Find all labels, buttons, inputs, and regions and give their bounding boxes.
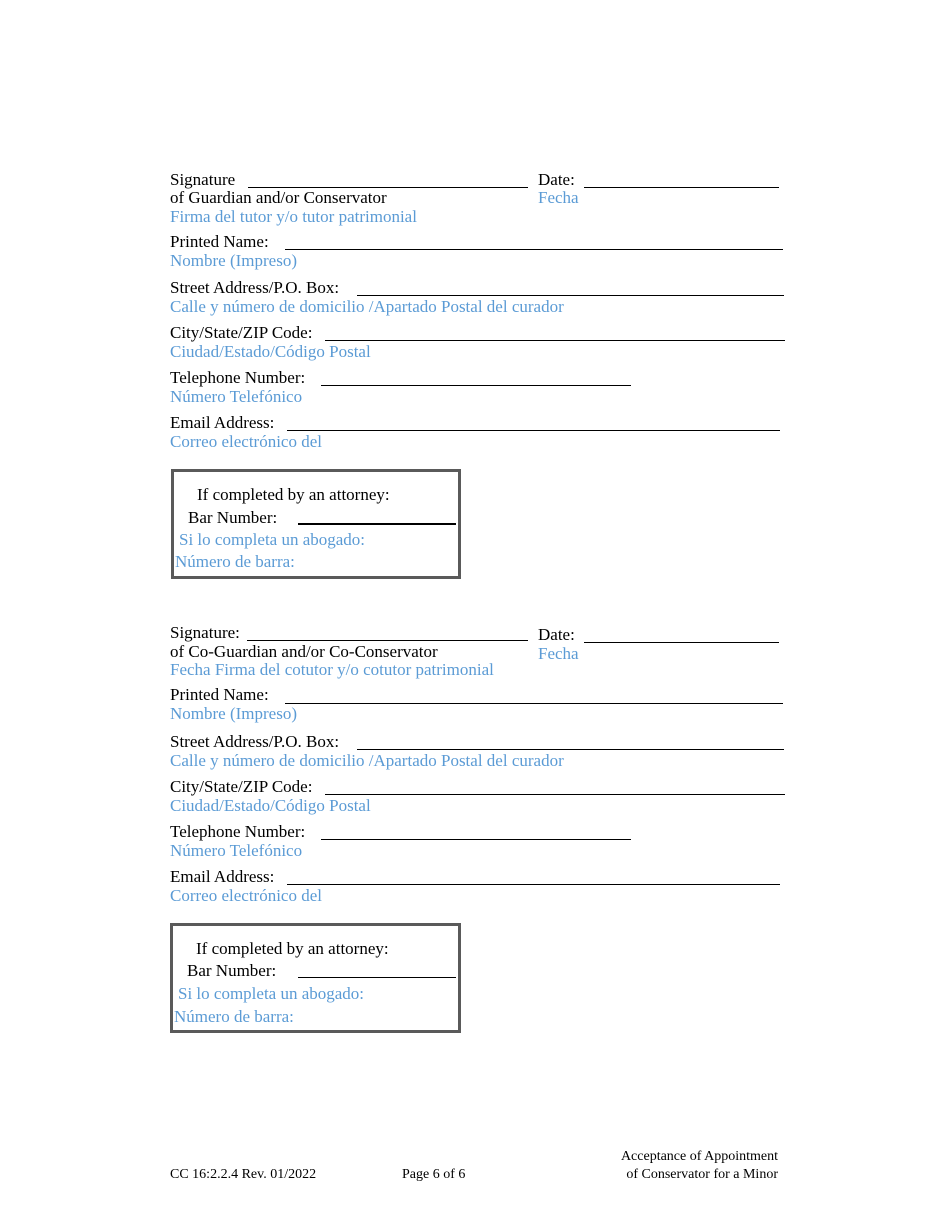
co-telephone-line[interactable] [321, 839, 631, 840]
street-address-line[interactable] [357, 295, 784, 296]
telephone-label: Telephone Number: [170, 368, 306, 387]
co-signature-label-es: Fecha Firma del cotutor y/o cotutor patrimonial [170, 660, 494, 679]
signature-label: Signature [170, 170, 236, 189]
city-state-zip-label: City/State/ZIP Code: [170, 323, 313, 342]
date-line[interactable] [584, 187, 779, 188]
co-printed-name-line[interactable] [285, 703, 783, 704]
date-label-es: Fecha [538, 188, 579, 207]
co-bar-number-label-es: Número de barra: [174, 1007, 294, 1026]
signature-label-es: Firma del tutor y/o tutor patrimonial [170, 207, 417, 226]
co-attorney-heading-es: Si lo completa un abogado: [178, 984, 365, 1003]
bar-number-label-es: Número de barra: [175, 552, 295, 571]
co-bar-number-line[interactable] [298, 977, 456, 978]
co-street-address-label-es: Calle y número de domicilio /Apartado Postal del curador [170, 751, 564, 770]
co-date-label-es: Fecha [538, 644, 579, 663]
date-label: Date: [538, 170, 575, 189]
street-address-label-es: Calle y número de domicilio /Apartado Postal del curador [170, 297, 564, 316]
co-signature-label: Signature: [170, 623, 240, 642]
signature-sub-label: of Guardian and/or Conservator [170, 188, 387, 207]
city-state-zip-line[interactable] [325, 340, 785, 341]
co-email-label: Email Address: [170, 867, 275, 886]
telephone-label-es: Número Telefónico [170, 387, 303, 406]
co-street-address-label: Street Address/P.O. Box: [170, 732, 340, 751]
form-number: CC 16:2.2.4 Rev. 01/2022 [170, 1167, 317, 1182]
co-printed-name-label: Printed Name: [170, 685, 269, 704]
co-printed-name-label-es: Nombre (Impreso) [170, 704, 297, 723]
city-state-zip-label-es: Ciudad/Estado/Código Postal [170, 342, 371, 361]
co-attorney-heading: If completed by an attorney: [196, 939, 389, 958]
form-title-line1: Acceptance of Appointment [620, 1149, 778, 1164]
co-email-line[interactable] [287, 884, 780, 885]
co-date-line[interactable] [584, 642, 779, 643]
bar-number-line[interactable] [298, 523, 456, 525]
co-city-state-zip-line[interactable] [325, 794, 785, 795]
co-telephone-label-es: Número Telefónico [170, 841, 303, 860]
co-email-label-es: Correo electrónico del [170, 886, 322, 905]
co-signature-line[interactable] [247, 640, 528, 641]
printed-name-label-es: Nombre (Impreso) [170, 251, 297, 270]
co-city-state-zip-label: City/State/ZIP Code: [170, 777, 313, 796]
email-label-es: Correo electrónico del [170, 432, 322, 451]
co-telephone-label: Telephone Number: [170, 822, 306, 841]
bar-number-label: Bar Number: [188, 508, 278, 527]
telephone-line[interactable] [321, 385, 631, 386]
co-signature-sub-label: of Co-Guardian and/or Co-Conservator [170, 642, 438, 661]
co-date-label: Date: [538, 625, 575, 644]
co-city-state-zip-label-es: Ciudad/Estado/Código Postal [170, 796, 371, 815]
printed-name-line[interactable] [285, 249, 783, 250]
form-title-line2: of Conservator for a Minor [626, 1167, 778, 1182]
co-attorney-box [170, 923, 461, 1033]
attorney-heading: If completed by an attorney: [197, 485, 390, 504]
attorney-box [171, 469, 461, 579]
printed-name-label: Printed Name: [170, 232, 269, 251]
email-line[interactable] [287, 430, 780, 431]
email-label: Email Address: [170, 413, 275, 432]
street-address-label: Street Address/P.O. Box: [170, 278, 340, 297]
page-number: Page 6 of 6 [402, 1167, 466, 1182]
attorney-heading-es: Si lo completa un abogado: [179, 530, 366, 549]
co-bar-number-label: Bar Number: [187, 961, 277, 980]
co-street-address-line[interactable] [357, 749, 784, 750]
